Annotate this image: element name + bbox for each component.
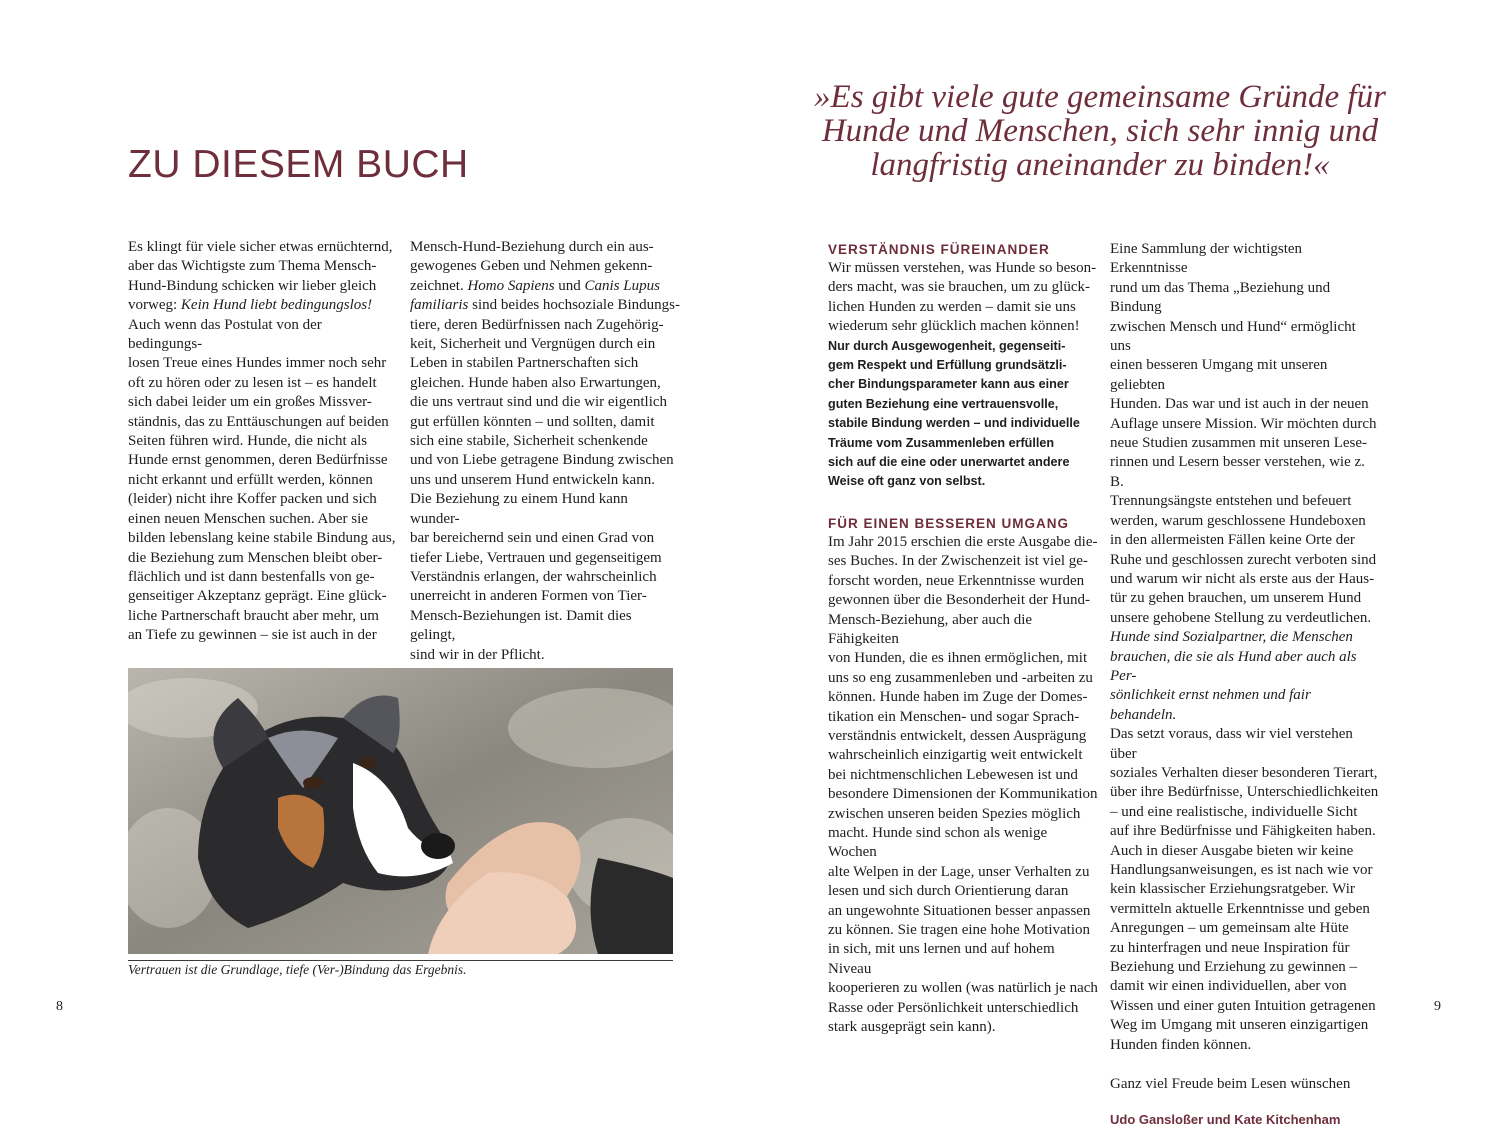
author-signature: Udo Gansloßer und Kate Kitchenham: [1110, 1112, 1341, 1127]
col2-canis-lupus: Canis Lupus familiaris: [410, 277, 660, 314]
page-number-left: 8: [56, 999, 63, 1014]
dog-photo-illustration: [128, 668, 673, 954]
photo-caption: Vertrauen ist die Grundlage, tiefe (Ver-)Bindung das Ergebnis.: [128, 962, 467, 977]
text-column-2: [410, 238, 680, 665]
pull-quote: »Es gibt viele gute gemeinsame Gründe für Hunde und Menschen, sich sehr innig und langfristig aneinander zu binden!«: [814, 79, 1386, 183]
col4-body-b: Das setzt voraus, dass wir viel verstehen über soziales Verhalten dieser besonderen Tierart, über ihre Bedürfnisse, Unterschiedlichkeiten – und eine realistische, individuelle Sicht auf ihre Bedürfnisse und Fähigkeiten haben. Auch in dieser Ausgabe bieten wir keine Handlungsanweisungen, es ist nach wie vor kein klassischer Erziehungsratgeber. Wir vermitteln aktuelle Erkenntnisse und geben Anregungen – um gemeinsam alte Hüte zu hinterfragen und neue Inspiration für Beziehung und Erziehung zu gewinnen – damit wir einen individuellen, aber von Wissen und einer guten Intuition getragenen Weg im Umgang mit unseren einzigartigen Hunden finden können.: [1110, 726, 1379, 1053]
col4-italic-statement: Hunde sind Sozialpartner, die Menschen brauchen, die sie als Hund aber auch als Per- sönlichkeit ernst nehmen und fair behandeln.: [1110, 629, 1357, 723]
col2-und: und: [558, 277, 581, 294]
col2-homo-sapiens: Homo Sapiens: [467, 277, 555, 294]
section1-bold-text: Nur durch Ausgewogenheit, gegenseiti- gem Respekt und Erfüllung grundsätzli- cher Bindungsparameter kann aus einer guten Beziehung eine vertrauensvolle, stabile Bindung werden – und individuelle Träume vom Zusammenleben erfüllen sich auf die eine oder unerwartet andere Weise oft ganz von selbst.: [828, 338, 1080, 489]
col2-body: sind beides hochsoziale Bindungs- tiere, deren Bedürfnissen nach Zugehörig- keit, Sicherheit und Vergnügen durch ein Leben in stabilen Partnerschaften sich gleichen. Hunde haben also Erwartungen, die uns vertraut sind und die wir eigentlich gut erfüllen könnten – und sollten, damit sich eine stabile, Sicherheit schenkende und von Liebe getragene Bindung zwischen uns und unserem Hund entwickeln kann. Die Beziehung zu einem Hund kann wunder- bar bereichernd sein und einen Grad von tiefer Liebe, Vertrauen und gegenseitigem Verständnis erlangen, der wahrscheinlich unerreicht in anderen Formen von Tier- Mensch-Beziehungen ist. Damit dies gelingt, sind wir in der Pflicht.: [410, 297, 680, 663]
col4-body-a: Eine Sammlung der wichtigsten Erkenntnisse rund um das Thema „Beziehung und Bindung zwischen Mensch und Hund“ ermöglicht uns einen besseren Umgang mit unseren geliebten Hunden. Das war und ist auch in der neuen Auflage unsere Mission. Wir möchten durch neue Studien zusammen mit unseren Lese- rinnen und Lesern besser verstehen, wie z. B. Trennungsängste entstehen und befeuert werden, warum geschlossene Hundeboxen in den allermeisten Fällen keine Orte der Ruhe und geschlossen zurecht verboten sind und warum wir nicht als erste aus der Haus- tür zu gehen brauchen, um unserem Hund unsere gehobene Stellung zu verdeutlichen.: [1110, 241, 1377, 626]
col2-intro: Mensch-Hund-Beziehung durch ein aus- gewogenes Geben und Nehmen gekenn- zeichnet.: [410, 239, 654, 294]
col1-intro: Es klingt für viele sicher etwas ernüchternd, aber das Wichtigste zum Thema Mensch- Hund-Bindung schicken wir lieber gleich vorweg:: [128, 239, 393, 314]
section-heading-verstaendnis: VERSTÄNDNIS FÜREINANDER: [828, 242, 1050, 257]
page-number-right: 9: [1434, 999, 1441, 1014]
text-column-3: [828, 240, 1098, 1037]
caption-divider: [128, 960, 673, 961]
closing-line: Ganz viel Freude beim Lesen wünschen: [1110, 1076, 1351, 1093]
col1-emphasis: Kein Hund liebt bedingungslos!: [180, 297, 373, 314]
section-heading-umgang: FÜR EINEN BESSEREN UMGANG: [828, 515, 1070, 531]
col1-body: Auch wenn das Postulat von der bedingungs- losen Treue eines Hundes immer noch sehr oft zu hören oder zu lesen ist – es handelt sich dabei leider um ein großes Missver- ständnis, das zu Enttäuschungen auf beiden Seiten führen wird. Hunde, die nicht als Hunde ernst genommen, deren Bedürfnisse nicht erkannt und erfüllt werden, können (leider) nicht ihre Koffer packen und sich einen neuen Menschen suchen. Aber sie bilden lebenslang keine stabile Bindung aus, die Beziehung zum Menschen bleibt ober- flächlich und ist dann bestenfalls von ge- genseitiger Akzeptanz geprägt. Eine glück- liche Partnerschaft braucht aber mehr, um an Tiefe zu gewinnen – sie ist auch in der: [128, 316, 396, 644]
text-column-4: [1110, 240, 1380, 1127]
dog-photo: [128, 668, 673, 954]
section1-text: Wir müssen verstehen, was Hunde so beson- ders macht, was sie brauchen, um zu glück- lichen Hunden zu werden – damit sie uns wiederum sehr glücklich machen können!: [828, 260, 1097, 335]
text-column-1: [128, 238, 398, 646]
section2-text: Im Jahr 2015 erschien die erste Ausgabe die- ses Buches. In der Zwischenzeit ist viel ge- forscht worden, neue Erkenntnisse wurden gewonnen über die Besonderheit der Hund- Mensch-Beziehung, aber auch die Fähigkeiten von Hunden, die es ihnen ermöglichen, mit uns so eng zusammenleben und -arbeiten zu können. Hunde haben im Zuge der Domes- tikation ein Menschen- und sogar Sprach- verständnis entwickelt, dessen Ausprägung wahrscheinlich einzigartig weit entwickelt bei nichtmenschlichen Lebewesen ist und besondere Dimensionen der Kommunikation zwischen unseren beiden Spezies möglich macht. Hunde sind schon als wenige Wochen alte Welpen in der Lage, unser Verhalten zu lesen und sich durch Orientierung daran an ungewohnte Situationen besser anpassen zu können. Sie tragen eine hohe Motivation in sich, mit uns lernen und auf hohem Niveau kooperieren zu wollen (was natürlich je nach Rasse oder Persönlichkeit unterschiedlich stark ausgeprägt sein kann).: [828, 533, 1098, 1036]
page-title: ZU DIESEM BUCH: [128, 143, 469, 186]
